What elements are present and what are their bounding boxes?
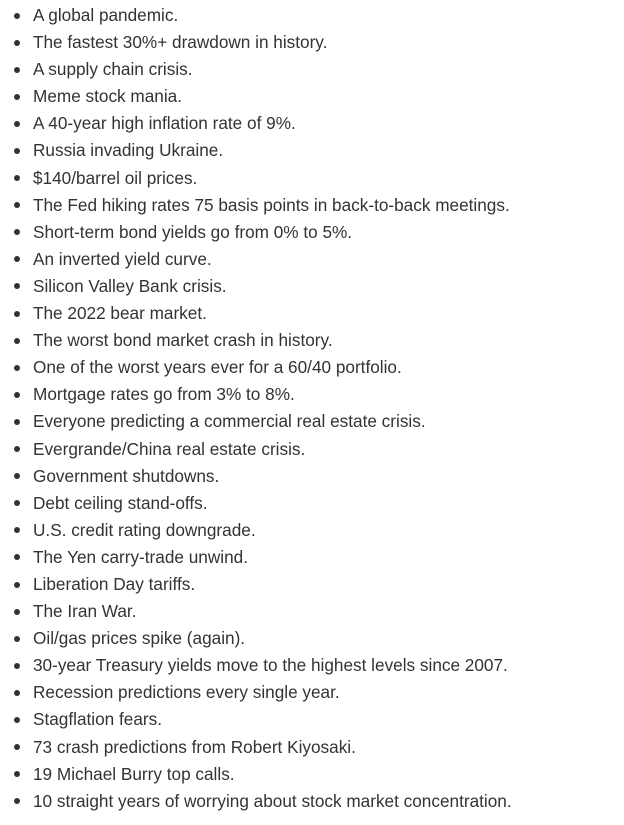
list-item: 10 straight years of worrying about stock market concentration.	[0, 788, 624, 815]
list-item: Debt ceiling stand-offs.	[0, 490, 624, 517]
list-item: An inverted yield curve.	[0, 246, 624, 273]
list-item: Evergrande/China real estate crisis.	[0, 436, 624, 463]
list-item: U.S. credit rating downgrade.	[0, 517, 624, 544]
list-item: One of the worst years ever for a 60/40 portfolio.	[0, 354, 624, 381]
list-item: Recession predictions every single year.	[0, 679, 624, 706]
list-item: $140/barrel oil prices.	[0, 165, 624, 192]
list-item: The 2022 bear market.	[0, 300, 624, 327]
list-item: Short-term bond yields go from 0% to 5%.	[0, 219, 624, 246]
list-item: Oil/gas prices spike (again).	[0, 625, 624, 652]
list-item: The fastest 30%+ drawdown in history.	[0, 29, 624, 56]
list-item: Silicon Valley Bank crisis.	[0, 273, 624, 300]
list-item: Liberation Day tariffs.	[0, 571, 624, 598]
list-item: The worst bond market crash in history.	[0, 327, 624, 354]
list-item: The Iran War.	[0, 598, 624, 625]
bullet-list	[0, 2, 624, 815]
list-item: Russia invading Ukraine.	[0, 137, 624, 164]
list-item: Everyone predicting a commercial real estate crisis.	[0, 408, 624, 435]
list-item: A 40-year high inflation rate of 9%.	[0, 110, 624, 137]
list-item: Stagflation fears.	[0, 706, 624, 733]
list-item: 73 crash predictions from Robert Kiyosaki.	[0, 734, 624, 761]
list-item: 19 Michael Burry top calls.	[0, 761, 624, 788]
list-item: 30-year Treasury yields move to the highest levels since 2007.	[0, 652, 624, 679]
list-item: The Yen carry-trade unwind.	[0, 544, 624, 571]
list-item: A global pandemic.	[0, 2, 624, 29]
list-item: The Fed hiking rates 75 basis points in back-to-back meetings.	[0, 192, 624, 219]
list-item: A supply chain crisis.	[0, 56, 624, 83]
list-item: Government shutdowns.	[0, 463, 624, 490]
list-item: Meme stock mania.	[0, 83, 624, 110]
list-item: Mortgage rates go from 3% to 8%.	[0, 381, 624, 408]
